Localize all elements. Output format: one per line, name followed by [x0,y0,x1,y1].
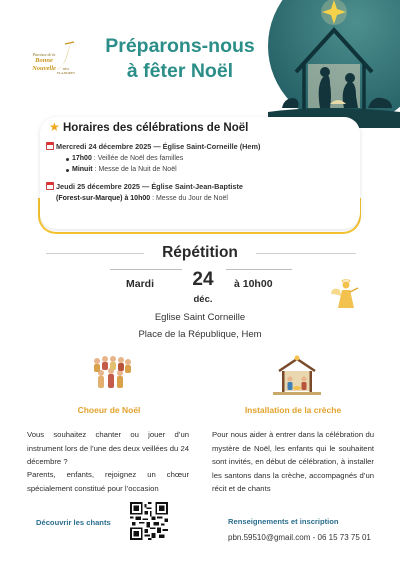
entry2-header-line2: (Forest-sur-Marque) à 10h00 [56,195,151,202]
rehearsal-title: Répétition [162,244,238,261]
divider-left [46,253,144,254]
schedule-entry1-item1 [72,155,183,162]
title-line2: à fêter Noël [126,60,234,82]
logo-text-line3: Nouvelle [32,65,56,72]
angel-illustration [330,278,360,312]
rehearsal-line-left [110,269,182,270]
title-line1: Préparons-nous [105,35,255,57]
qr-code[interactable] [130,502,168,540]
page-title [80,34,280,84]
logo-text-line1: Paroisse de la [32,52,56,57]
rehearsal-month: déc. [193,294,213,305]
logo-text-line2: Bonne [35,57,53,64]
creche-text: Pour nous aider à entrer dans la célébration du mystère de Noël, les enfants qui le souhaitent sont invités, en début de célébration, à installer les santons dans la crèche, accompagnés d’un récit et de chants [212,430,374,494]
discover-songs-link[interactable]: Découvrir les chants [36,518,111,527]
item2-time: Minuit [72,166,93,173]
creche-heading: Installation de la crèche [244,405,342,415]
star-icon: ★ [49,120,60,134]
choir-text2: Parents, enfants, rejoignez un chœur spécialement constitué pour l’occasion [27,470,189,493]
calendar-icon [46,142,54,150]
choir-text1: Vous souhaitez chanter ou jouer d’un instrument lors de l’une des deux veillées du 24 décembre ? [27,430,189,467]
nativity-illustration [268,0,400,128]
schedule-entry1-header: Mercredi 24 décembre 2025 — Église Saint-Corneille (Hem) [56,142,261,151]
choir-illustration [89,353,133,393]
rehearsal-line-right [226,269,292,270]
schedule-heading: Horaires des célébrations de Noël [63,122,249,134]
item1-desc: : Veillée de Noël des familles [91,155,184,162]
logo-text-line4: DES FLANDRES [56,67,76,75]
rehearsal-time: à 10h00 [234,278,273,290]
rehearsal-date: 24 [192,269,214,290]
parish-logo [14,36,80,76]
rehearsal-day: Mardi [126,278,155,290]
bullet-icon [66,169,69,172]
divider-right [256,253,356,254]
schedule-entry2-line2 [56,195,228,202]
creche-illustration [273,355,321,395]
schedule-entry2-header-line1: Jeudi 25 décembre 2025 — Église Saint-Jean-Baptiste [56,182,243,191]
item2-desc: : Messe de la Nuit de Noël [92,166,177,173]
schedule-entry1-item2 [72,166,177,173]
rehearsal-address: Place de la République, Hem [138,329,262,340]
contact-heading: Renseignements et inscription [228,517,339,526]
calendar-icon [46,182,54,190]
contact-info[interactable]: pbn.59510@gmail.com - 06 15 73 75 01 [228,533,371,542]
bullet-icon [66,158,69,161]
item1-time: 17h00 [72,155,92,162]
choir-heading: Choeur de Noël [77,405,141,415]
rehearsal-place: Eglise Saint Corneille [154,312,246,323]
entry2-desc: : Messe du Jour de Noël [150,195,228,202]
